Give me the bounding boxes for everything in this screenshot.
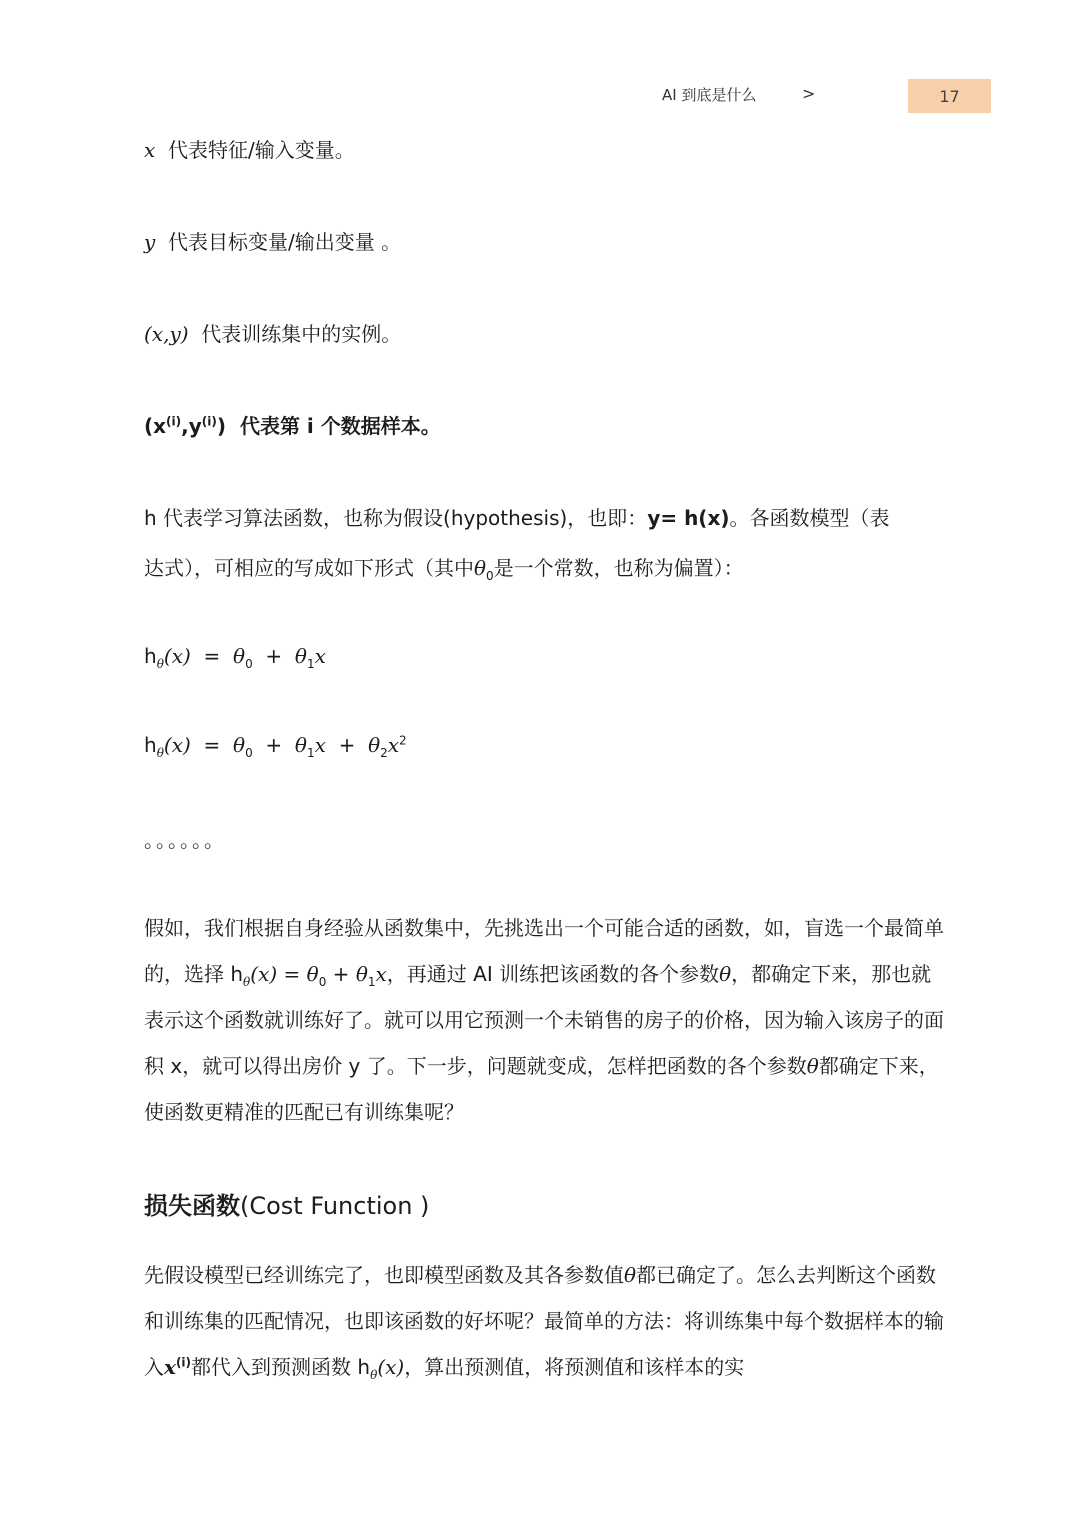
f2-arg: (x) [163,733,191,757]
paragraph-cost-function [144,1252,944,1390]
f2-h-sub: θ [156,746,164,760]
f2-h: h [144,733,157,757]
definition-h2-text-b: 是一个常数，也称为偏置）： [493,556,744,580]
f1-theta0: θ [233,644,246,668]
f2-eq: = [203,733,221,757]
heading-cn: 损失函数 [144,1192,240,1220]
sample-mid: ,y [181,414,202,438]
definition-sample-text: 代表第 i 个数据样本。 [239,414,441,438]
f2-plus-2: + [338,733,356,757]
p1-arg: (x) = [250,962,307,986]
f2-theta0-sub: 0 [245,746,253,760]
definition-h-formula: y= h(x) [647,506,730,530]
f2-theta1-sub: 1 [306,746,315,760]
sample-sup-2: (i) [201,414,217,429]
f2-theta0: θ [233,733,246,757]
f1-arg: (x) [163,644,191,668]
p1-theta0: θ [306,962,319,986]
var-xy: (x,y) [144,322,189,346]
definition-xy [144,324,401,344]
definition-h2-text-a: 达式），可相应的写成如下形式（其中 [144,556,474,580]
definition-h-line-2 [144,556,744,583]
f2-plus-1: + [265,733,283,757]
sample-sup-1: (i) [166,414,182,429]
definition-h-text-b: 。各函数模型（表 [729,506,890,530]
f1-theta1-sub: 1 [306,657,315,671]
p2-theta: θ [624,1263,637,1287]
formula-quadratic [144,733,407,760]
definition-sample [144,416,441,436]
page-number: 17 [939,86,960,106]
f1-theta1: θ [294,644,307,668]
definition-h-text-a: h 代表学习算法函数，也称为假设(hypothesis)，也即： [144,506,648,530]
ellipsis: 。。。。。。 [144,828,226,852]
f2-x2: x [387,733,400,757]
p1-h-sub: θ [243,975,251,989]
chevron-right-icon: > [802,84,816,103]
f2-theta1: θ [294,733,307,757]
definition-y [144,232,401,252]
f2-theta2: θ [368,733,381,757]
p2-text-b: 都已确定了。怎么去判断这个函数和训练集的匹配情况，也即该函数的好坏呢？最简单的方法：将训练集中每个数据样本的输入 [144,1263,944,1379]
p2-text-c: 都代入到预测函数 [191,1355,358,1379]
f2-theta2-sub: 2 [380,746,388,760]
definition-x [144,140,355,160]
var-y: y [144,230,156,254]
f1-h-sub: θ [156,657,164,671]
p2-text-d: ，算出预测值，将预测值和该样本的实 [404,1355,745,1379]
page-number-badge [908,79,991,113]
f1-plus: + [265,644,283,668]
p1-theta0-sub: 0 [318,975,327,989]
var-x: x [144,138,156,162]
definition-x-text: 代表特征/输入变量。 [168,138,355,162]
p1-text-a: 假如，我们根据自身经验从函数集中，先挑选出一个可能合适的函数，如，盲选一个最简单的，选择 [144,916,944,986]
p2-arg: (x) [377,1355,405,1379]
p1-theta1: θ [355,962,368,986]
theta-sub: 0 [486,569,494,583]
f1-h: h [144,644,157,668]
running-header-title: AI 到底是什么 [662,86,757,104]
section-heading-cost-function [144,1186,429,1221]
p2-h-sub: θ [370,1368,378,1382]
p1-text-c: ，都确定下来，那也就表示这个函数就训练好了。就可以用它预测一个未销售的房子的价格，因为输入该房子的面积 x，就可以得出房价 y 了。下一步，问题就变成，怎样把函数的各个参数 [144,962,944,1078]
definition-xy-text: 代表训练集中的实例。 [201,322,402,346]
p2-text-a: 先假设模型已经训练完了，也即模型函数及其各参数值 [144,1263,624,1287]
theta-symbol: θ [474,556,487,580]
p2-h: h [357,1355,371,1379]
p1-x: x [375,962,387,986]
p1-h: h [230,962,244,986]
paragraph-model-selection [144,905,944,1135]
definition-y-text: 代表目标变量/输出变量 。 [168,230,402,254]
heading-en: (Cost Function ) [240,1192,430,1220]
p1-theta-2: θ [806,1054,819,1078]
p1-plus: + [326,962,356,986]
formula-linear [144,644,326,671]
f2-x2-sup: 2 [399,733,407,748]
definition-h-line-1 [144,508,890,528]
p1-theta: θ [719,962,732,986]
p1-text-d: 都确定下来，使函数更精准的匹配已有训练集呢？ [144,1054,939,1124]
sample-open: (x [144,414,167,438]
f1-theta0-sub: 0 [245,657,253,671]
p2-xi: x [164,1355,176,1379]
p2-xi-sup: (i) [175,1355,192,1370]
p1-text-b: ，再通过 AI 训练把该函数的各个参数 [386,962,720,986]
p1-theta1-sub: 1 [367,975,376,989]
f2-x1: x [314,733,326,757]
f1-x: x [314,644,326,668]
f1-eq: = [203,644,221,668]
sample-close: ) [216,414,227,438]
